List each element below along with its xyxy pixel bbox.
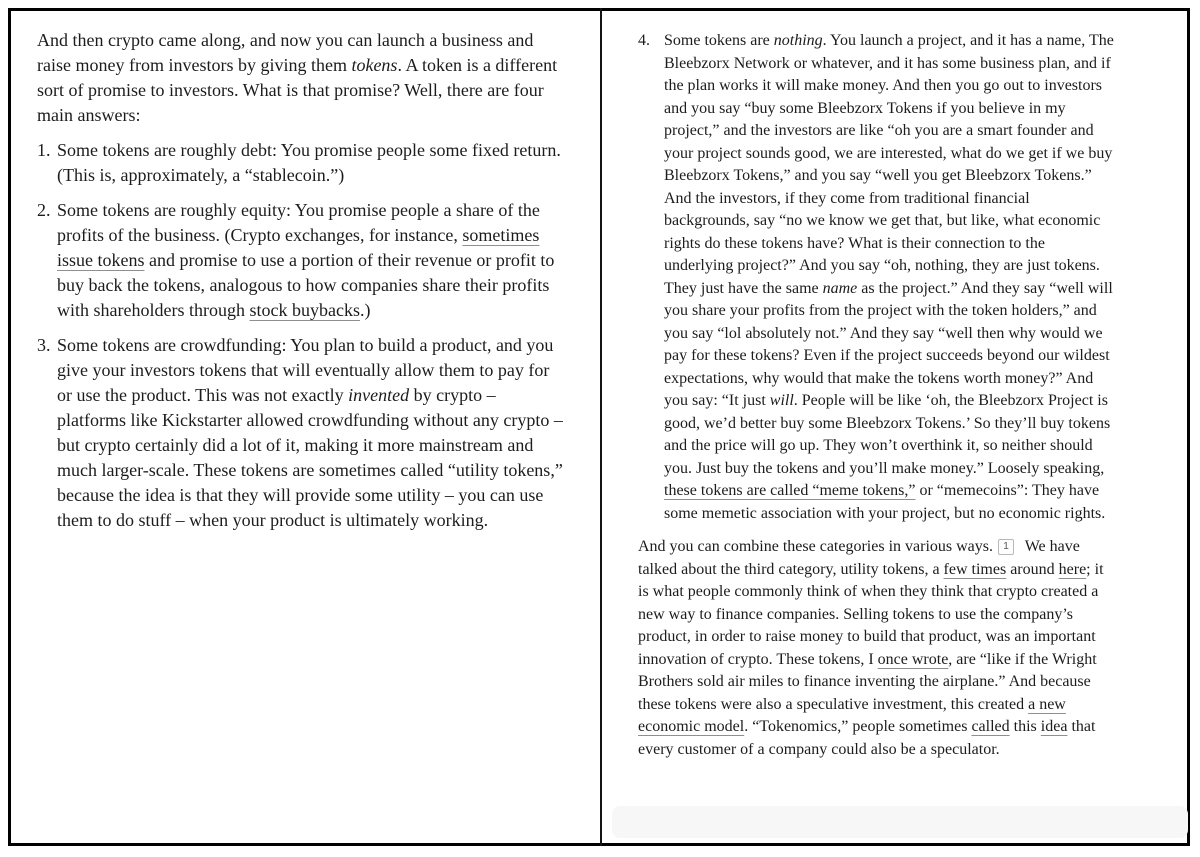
numbered-list-right — [638, 30, 1116, 525]
inline-link[interactable]: called — [971, 718, 1010, 735]
inline-link[interactable]: a new economic model — [638, 695, 1066, 735]
inline-link[interactable]: once wrote — [877, 650, 949, 668]
inline-italic-text: invented — [348, 385, 410, 405]
column-divider — [600, 8, 602, 846]
left-column — [37, 28, 567, 533]
closing-paragraph: And you can combine these categories in various ways. 1 We have talked about the third category, utility tokens, a few times around here; it is what people commonly think of when they think that crypto created a new way to finance companies. Selling tokens to use the company’s product, in order to raise money to build that product, was an important innovation of crypto. These tokens, I once wrote, are “like if the Wright Brothers sold air miles to finance inventing the airplane.” And because these tokens were also a speculative investment, this created a new economic model. “Tokenomics,” people sometimes called this idea that every customer of a company could also be a speculator. — [638, 538, 1104, 758]
bottom-fade-band — [612, 806, 1188, 838]
inline-italic-text: name — [822, 279, 858, 297]
list-item-text: Some tokens are roughly debt: You promise people some fixed return. (This is, approximately, a “stablecoin.”) — [57, 140, 561, 185]
footnote-marker[interactable]: 1 — [998, 539, 1014, 555]
list-item — [37, 198, 567, 323]
list-item-number: 2. — [37, 200, 51, 220]
list-item-number: 1. — [37, 140, 51, 160]
inline-italic-text: tokens — [351, 55, 398, 75]
list-item — [37, 333, 567, 533]
right-column — [638, 30, 1116, 761]
list-item-text: Some tokens are nothing. You launch a project, and it has a name, The Bleebzorx Network or whatever, and it has some business plan, and if the plan works it will make money. And then you go out to investors and you say “buy some Bleebzorx Tokens if you believe in my project,” and the investors are like “oh you are a smart founder and your project sounds good, we are interested, what do we get if we buy Bleebzorx Tokens,” and you say “well you get Bleebzorx Tokens.” And the investors, if they come from traditional financial backgrounds, say “no we know we get that, but like, what economic rights do these tokens have? What is their connection to the underlying project?” And you say “oh, nothing, they are just tokens. They just have the same name as the project.” And they say “well will you share your profits from the project with the token holders,” and you say “lol absolutely not.” And they say “well then why would we pay for these tokens? Even if the project succeeds beyond our wildest expectations, why would that make the tokens worth money?” And you say: “It just will. People will be like ‘oh, the Bleebzorx Project is good, we’d better buy some Bleebzorx Tokens.’ So they’ll buy tokens and the price will go up. They won’t overthink it, so neither should you. Just buy the tokens and you’ll make money.” Loosely speaking, these tokens are called “meme tokens,” or “memecoins”: They have some memetic association with your project, but no economic rights. — [664, 32, 1114, 522]
intro-paragraph: And then crypto came along, and now you can launch a business and raise money from investors by giving them tokens. A token is a different sort of promise to investors. What is that promise? Well, there are four main answers: — [37, 30, 558, 125]
inline-link[interactable]: here — [1058, 560, 1087, 578]
list-item-number: 3. — [37, 335, 51, 355]
inline-link[interactable]: idea — [1040, 718, 1068, 735]
list-item — [638, 30, 1116, 525]
list-item — [37, 138, 567, 188]
inline-link[interactable]: these tokens are called “meme tokens,” — [664, 482, 916, 499]
inline-link[interactable]: sometimes issue tokens — [57, 225, 540, 270]
inline-link[interactable]: stock buybacks — [249, 300, 360, 320]
list-item-number: 4. — [638, 32, 650, 49]
inline-link[interactable]: few times — [943, 560, 1007, 578]
list-item-text: Some tokens are crowdfunding: You plan to build a product, and you give your investors tokens that will eventually allow them to pay for or use the product. This was not exactly invented by crypto – platforms like Kickstarter allowed crowdfunding without any crypto – but crypto certainly did a lot of it, making it more mainstream and much larger-scale. These tokens are sometimes called “utility tokens,” because the idea is that they will provide some utility – you can use them to do stuff – when your product is ultimately working. — [57, 335, 563, 530]
numbered-list-left — [37, 138, 567, 533]
list-item-text: Some tokens are roughly equity: You promise people a share of the profits of the business. (Crypto exchanges, for instance, sometimes issue tokens and promise to use a portion of their revenue or profit to buy back the tokens, analogous to how companies share their profits with shareholders through stock buybacks.) — [57, 200, 555, 320]
inline-italic-text: will — [769, 392, 794, 409]
inline-italic-text: nothing — [773, 32, 823, 49]
